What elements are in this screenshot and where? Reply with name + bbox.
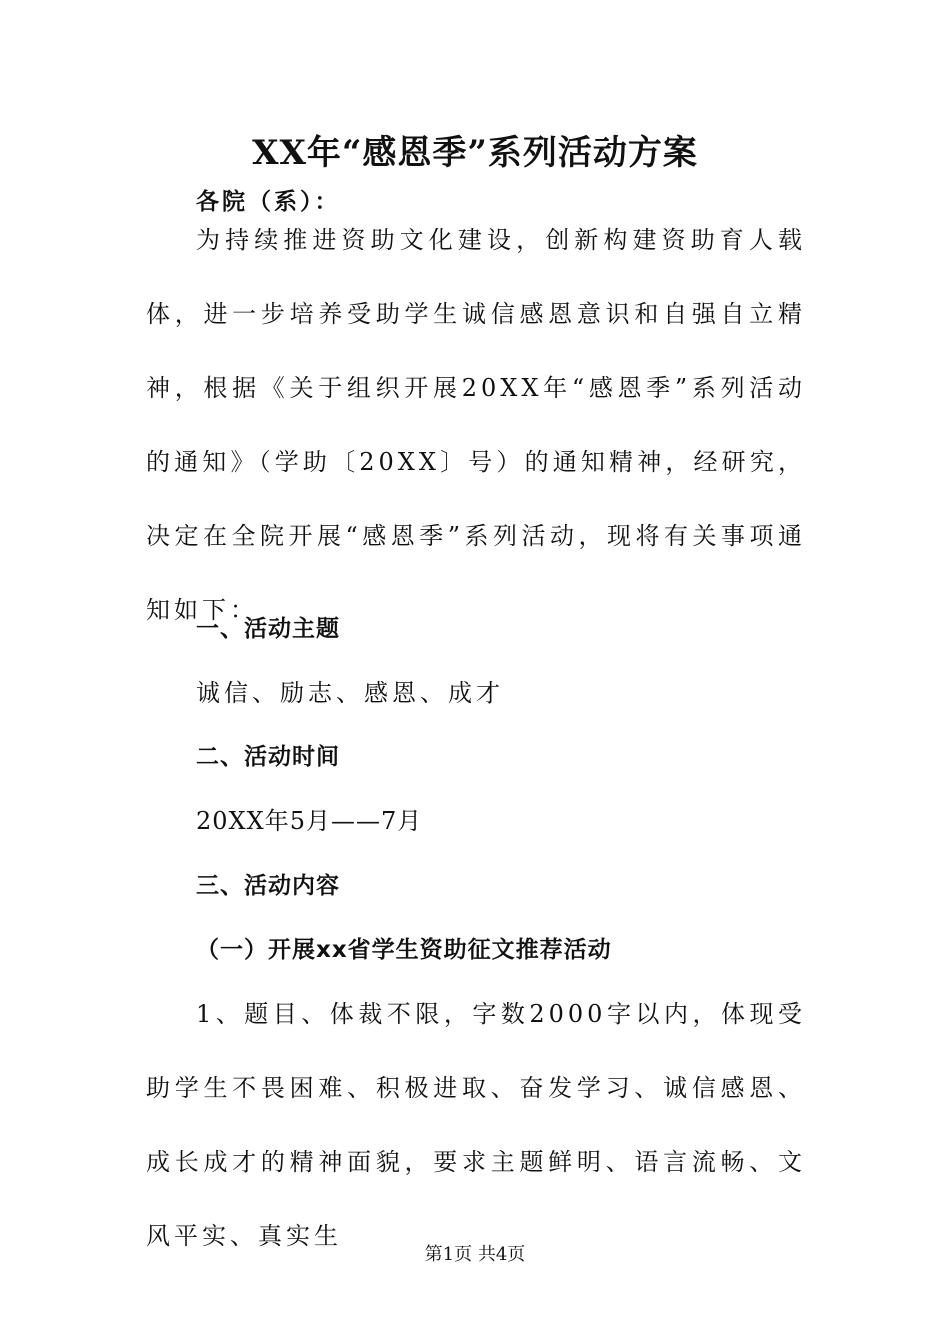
document-title: XX年“感恩季”系列活动方案	[252, 133, 698, 173]
time-text: 20XX年5月——7月	[196, 807, 423, 835]
theme-text: 诚信、励志、感恩、成才	[196, 679, 504, 707]
section-heading-time: 二、活动时间	[196, 744, 340, 770]
item-paragraph: 1、题目、体裁不限，字数2000字以内，体现受助学生不畏困难、积极进取、奋发学习、诚信感恩、成长成才的精神面貌，要求主题鲜明、语言流畅、文风平实、真实生	[146, 1000, 806, 1250]
intro-paragraph: 为持续推进资助文化建设，创新构建资助育人载体，进一步培养受助学生诚信感恩意识和自强自立精神，根据《关于组织开展20XX年“感恩季”系列活动的通知》（学助〔20XX〕号）的通知精神，经研究，决定在全院开展“感恩季”系列活动，现将有关事项通知如下：	[146, 226, 806, 624]
salutation: 各院（系）：	[196, 189, 341, 215]
subsection-heading: （一）开展xx省学生资助征文推荐活动	[196, 937, 612, 963]
page-indicator: 第1页 共4页	[424, 1244, 526, 1265]
section-heading-content: 三、活动内容	[196, 873, 340, 899]
section-heading-theme: 一、活动主题	[196, 616, 340, 642]
